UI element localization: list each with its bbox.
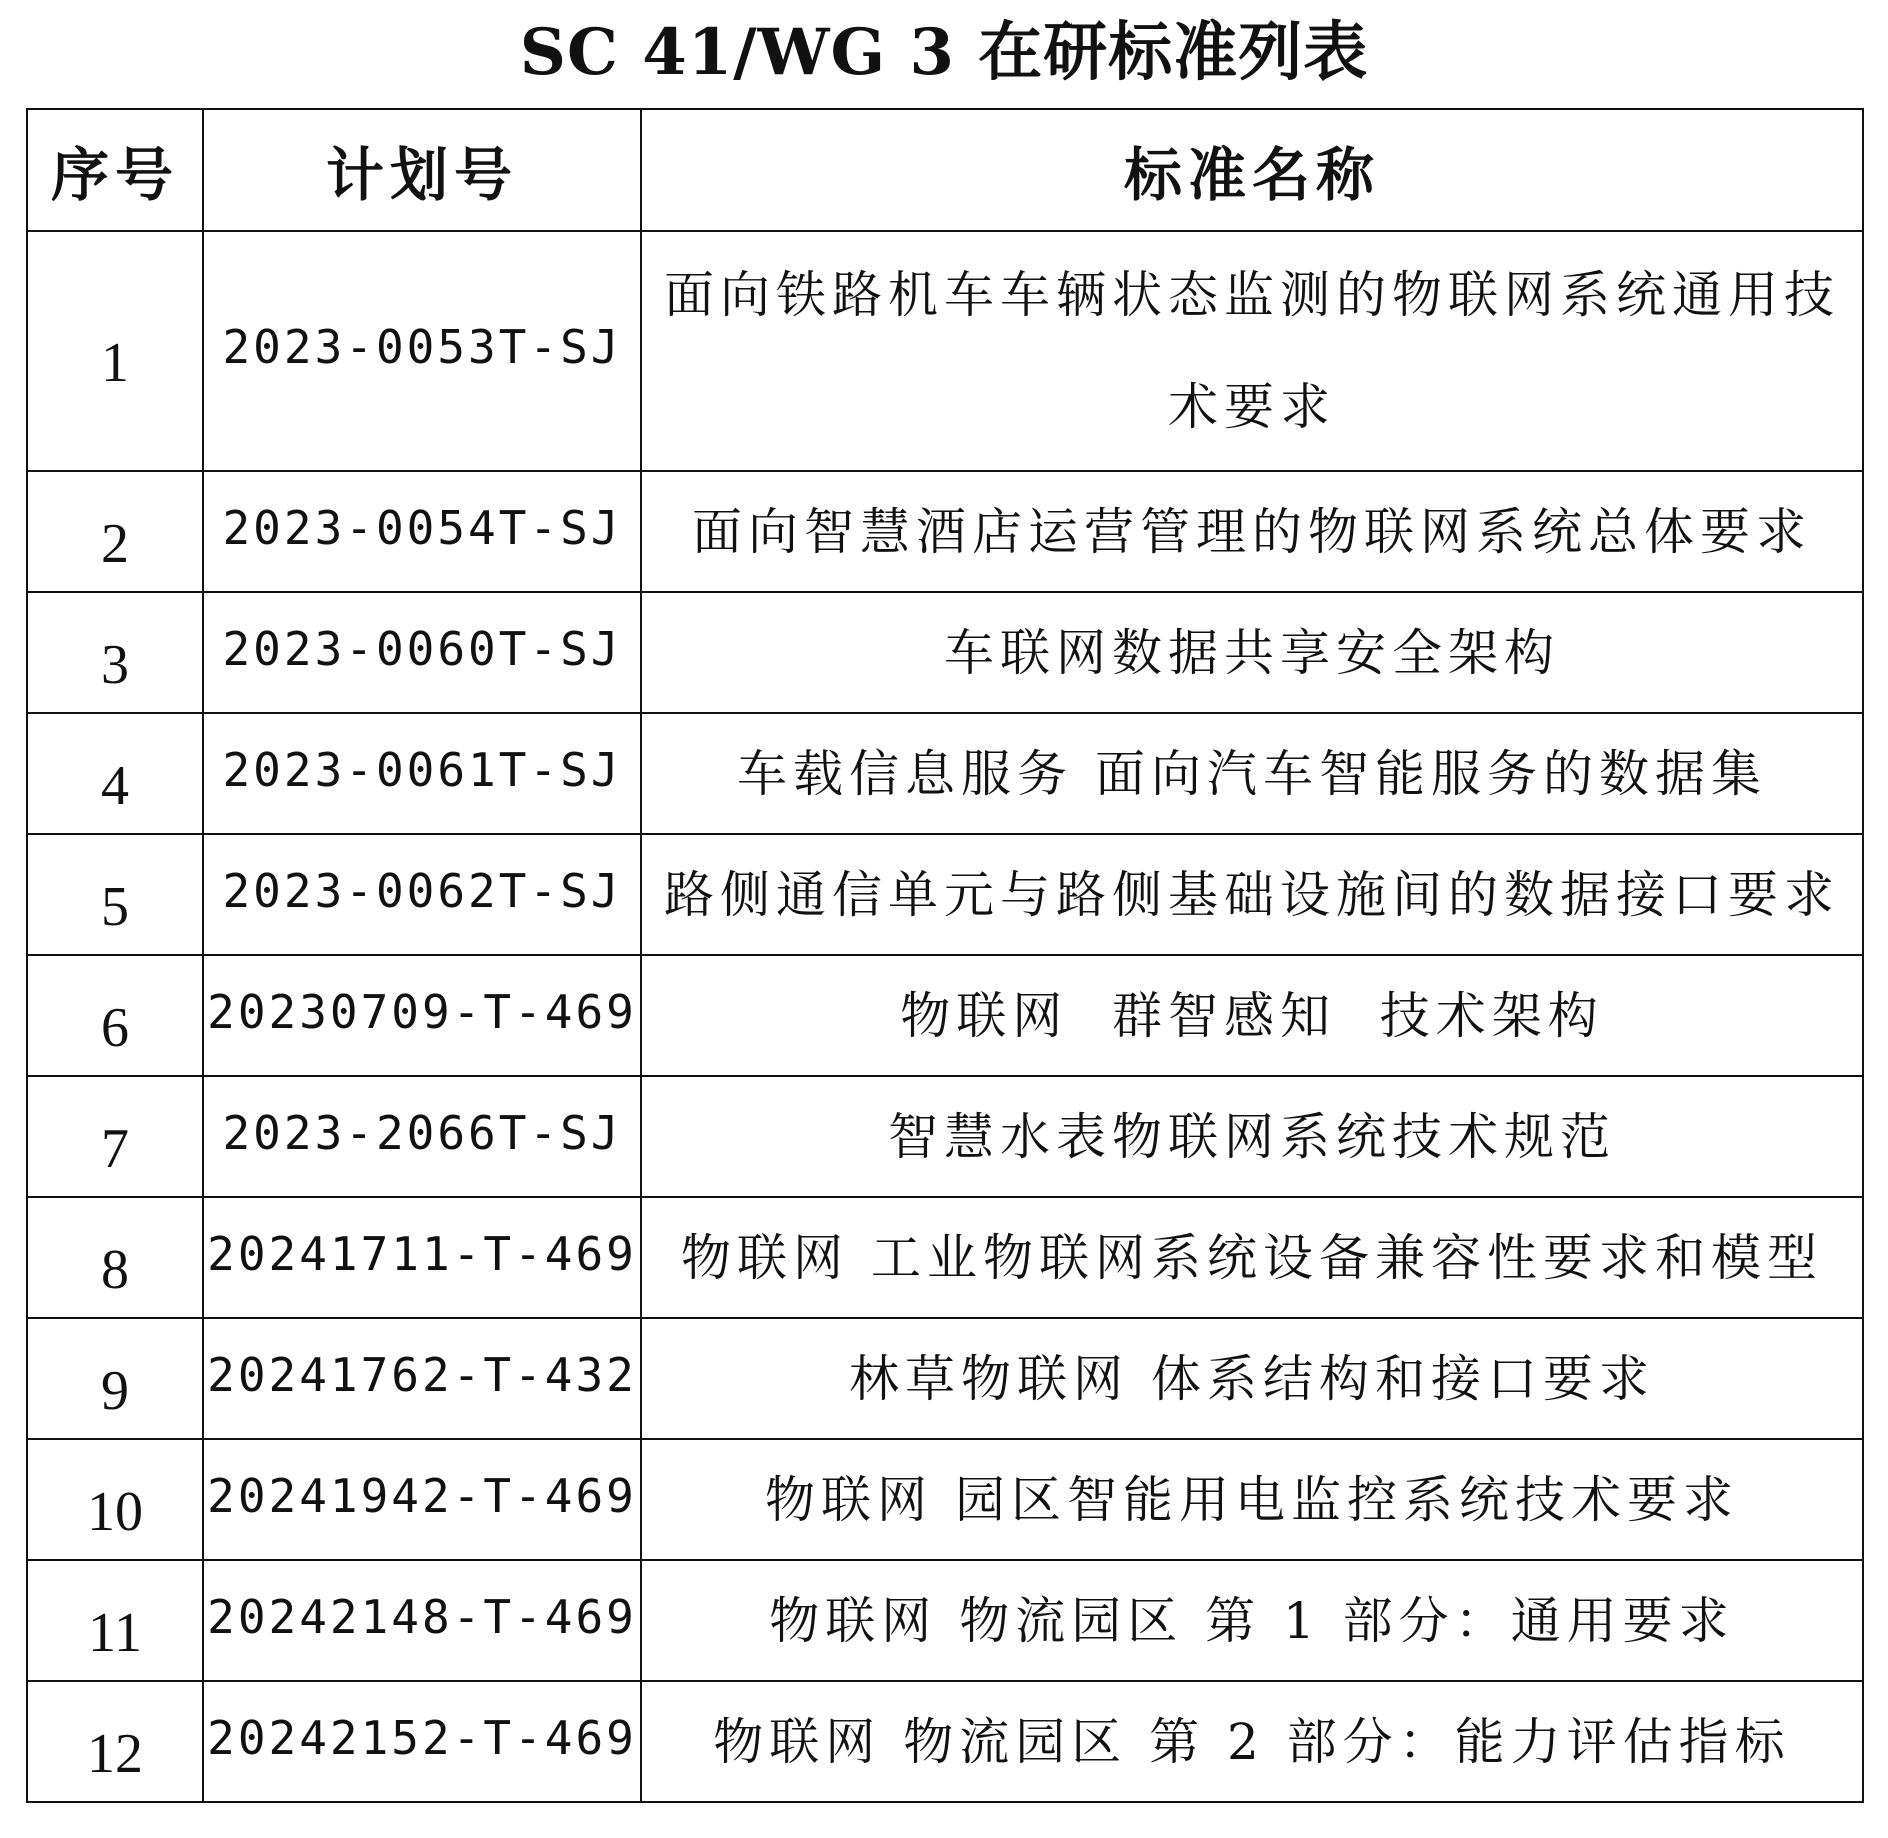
plan-no-value: 20241762-T-432 (207, 1347, 637, 1402)
table-row (27, 1076, 1863, 1197)
seq-cell (27, 713, 203, 834)
plan-no-cell (203, 834, 641, 955)
plan-no-value: 2023-0061T-SJ (222, 742, 622, 797)
plan-no-cell (203, 1076, 641, 1197)
plan-no-value: 2023-0054T-SJ (222, 500, 622, 555)
plan-no-cell (203, 471, 641, 592)
standard-name-cell: 路侧通信单元与路侧基础设施间的数据接口要求 (641, 834, 1863, 955)
standard-name-cell: 物联网 园区智能用电监控系统技术要求 (641, 1439, 1863, 1560)
standard-name-cell: 面向智慧酒店运营管理的物联网系统总体要求 (641, 471, 1863, 592)
plan-no-value: 20241711-T-469 (207, 1226, 637, 1281)
seq-cell (27, 231, 203, 471)
table-row (27, 1681, 1863, 1802)
seq-cell (27, 1439, 203, 1560)
seq-value: 11 (88, 1601, 142, 1664)
standard-name-cell: 物联网 工业物联网系统设备兼容性要求和模型 (641, 1197, 1863, 1318)
standard-name-cell: 林草物联网 体系结构和接口要求 (641, 1318, 1863, 1439)
seq-cell (27, 1681, 203, 1802)
standard-name-cell: 车载信息服务 面向汽车智能服务的数据集 (641, 713, 1863, 834)
plan-no-cell (203, 713, 641, 834)
plan-no-value: 2023-0053T-SJ (222, 320, 622, 374)
standard-name-cell: 车联网数据共享安全架构 (641, 592, 1863, 713)
seq-value: 5 (101, 875, 129, 938)
table-row (27, 231, 1863, 471)
seq-value: 2 (101, 512, 129, 575)
seq-value: 10 (87, 1480, 143, 1543)
seq-value: 4 (101, 754, 129, 817)
plan-no-value: 20242152-T-469 (207, 1710, 637, 1765)
plan-no-cell (203, 1197, 641, 1318)
plan-no-cell (203, 955, 641, 1076)
table-row (27, 834, 1863, 955)
seq-cell (27, 1076, 203, 1197)
seq-cell (27, 1560, 203, 1681)
plan-no-cell (203, 1560, 641, 1681)
plan-no-cell (203, 1318, 641, 1439)
seq-cell (27, 1197, 203, 1318)
table-row (27, 1318, 1863, 1439)
header-plan-no: 计划号 (203, 109, 641, 231)
table-row (27, 1439, 1863, 1560)
seq-value: 12 (87, 1722, 143, 1785)
seq-cell (27, 955, 203, 1076)
plan-no-cell (203, 592, 641, 713)
plan-no-value: 20241942-T-469 (207, 1468, 637, 1523)
page-title: SC 41/WG 3 在研标准列表 (519, 15, 1369, 90)
table-row (27, 471, 1863, 592)
seq-cell (27, 592, 203, 713)
table-row (27, 1560, 1863, 1681)
plan-no-value: 2023-0062T-SJ (222, 863, 622, 918)
seq-value: 8 (101, 1238, 129, 1301)
plan-no-value: 20230709-T-469 (207, 984, 637, 1039)
seq-value: 1 (101, 332, 129, 394)
seq-value: 3 (101, 633, 129, 696)
plan-no-cell (203, 1681, 641, 1802)
plan-no-value: 20242148-T-469 (207, 1589, 637, 1644)
table-row (27, 592, 1863, 713)
table-header-row (27, 109, 1863, 231)
standard-name-cell: 物联网 物流园区 第 1 部分：通用要求 (641, 1560, 1863, 1681)
seq-value: 6 (101, 996, 129, 1059)
table-row (27, 1197, 1863, 1318)
seq-cell (27, 1318, 203, 1439)
seq-value: 7 (101, 1117, 129, 1180)
plan-no-value: 2023-2066T-SJ (222, 1105, 622, 1160)
header-standard-name: 标准名称 (641, 109, 1863, 231)
standard-name-cell: 物联网 群智感知 技术架构 (641, 955, 1863, 1076)
plan-no-cell (203, 1439, 641, 1560)
seq-cell (27, 834, 203, 955)
plan-no-cell (203, 231, 641, 471)
header-seq: 序号 (27, 109, 203, 231)
seq-cell (27, 471, 203, 592)
table-row (27, 955, 1863, 1076)
seq-value: 9 (101, 1359, 129, 1422)
standard-name-cell: 物联网 物流园区 第 2 部分：能力评估指标 (641, 1681, 1863, 1802)
table-row (27, 713, 1863, 834)
standard-name-cell: 智慧水表物联网系统技术规范 (641, 1076, 1863, 1197)
plan-no-value: 2023-0060T-SJ (222, 621, 622, 676)
standards-table (26, 108, 1864, 1803)
standard-name-cell: 面向铁路机车车辆状态监测的物联网系统通用技术要求 (641, 231, 1863, 471)
